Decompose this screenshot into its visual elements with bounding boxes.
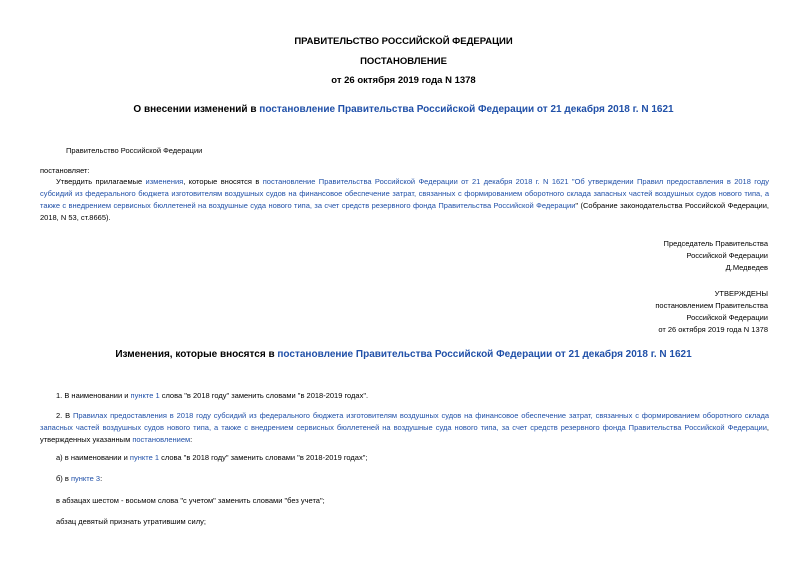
- item-2-text-2: , утвержденных указанным: [40, 423, 769, 444]
- item-2-text: 2. В: [56, 411, 73, 420]
- signature-line-1: Председатель Правительства: [663, 239, 768, 248]
- document-title: [0, 104, 807, 115]
- item-a-text-2: слова "в 2018 году" заменить словами "в 2018-2019 годах";: [159, 453, 368, 462]
- item-a-link[interactable]: пункте 1: [129, 453, 160, 462]
- document-type: ПОСТАНОВЛЕНИЕ: [360, 56, 447, 67]
- document-title-prefix: О внесении изменений в: [133, 104, 260, 115]
- paragraph-approve-text: Утвердить прилагаемые: [56, 177, 146, 186]
- item-2: [40, 410, 769, 446]
- item-b-2: абзац девятый признать утратившим силу;: [56, 517, 206, 526]
- item-1: [56, 390, 368, 402]
- signature-line-2: Российской Федерации: [686, 251, 768, 260]
- approved-line-2: постановлением Правительства: [655, 301, 768, 310]
- changes-link[interactable]: изменения: [145, 177, 184, 186]
- item-a-text: а) в наименовании и: [56, 453, 130, 462]
- decides-text: постановляет:: [40, 166, 90, 175]
- item-b-text: б) в: [56, 474, 71, 483]
- approved-line-3: Российской Федерации: [686, 313, 768, 322]
- approved-line-1: УТВЕРЖДЕНЫ: [714, 289, 768, 298]
- approved-block: [655, 288, 768, 336]
- item-b-link[interactable]: пункте 3: [70, 474, 101, 483]
- item-1-text-2: слова "в 2018 году" заменить словами "в 2018-2019 годах".: [159, 391, 369, 400]
- resolution-1621-link[interactable]: постановление Правительства Российской Федерации от 21 декабря 2018 г. N 1621 "Об утверждении Правил предоставления в 2018 году субсидий из федерального бюджета изготовителям воздушных судов на финансовое обеспечение затрат, связанных с формированием оборотного склада запасных частей воздушных судов нового типа, а также с внедрением сервисных бюллетеней на воздушные суда нового типа, за счет средств резервного фонда Правительства Российской Федерации: [40, 177, 769, 210]
- item-1-link[interactable]: пункте 1: [130, 391, 160, 400]
- changes-title-prefix: Изменения, которые вносятся в: [115, 349, 278, 360]
- changes-title-link[interactable]: постановление Правительства Российской Федерации от 21 декабря 2018 г. N 1621: [277, 349, 692, 360]
- paragraph-approve-text-3: " (Собрание законодательства Российской Федерации, 2018, N 53, ст.8665).: [40, 201, 769, 222]
- paragraph-approve: [40, 176, 769, 224]
- document-date-number: от 26 октября 2019 года N 1378: [331, 75, 476, 86]
- signature-block: [664, 238, 768, 274]
- item-a: [56, 452, 367, 464]
- government-heading: ПРАВИТЕЛЬСТВО РОССИЙСКОЙ ФЕДЕРАЦИИ: [294, 36, 513, 47]
- item-b-text-2: :: [100, 474, 103, 483]
- document-title-link[interactable]: постановление Правительства Российской Федерации от 21 декабря 2018 г. N 1621: [259, 104, 674, 115]
- paragraph-approve-text-2: , которые вносятся в: [183, 177, 263, 186]
- approved-line-4: от 26 октября 2019 года N 1378: [658, 325, 768, 334]
- item-b: [56, 473, 102, 485]
- item-2-text-3: :: [190, 435, 193, 444]
- resolution-link[interactable]: постановлением: [132, 435, 191, 444]
- issuer-text: Правительство Российской Федерации: [66, 146, 203, 155]
- item-1-text: 1. В наименовании и: [56, 391, 131, 400]
- rules-link[interactable]: Правилах предоставления в 2018 году субсидий из федерального бюджета изготовителям воздушных судов на финансовое обеспечение затрат, связанных с формированием оборотного склада запасных частей воздушных судов нового типа, а также с внедрением сервисных бюллетеней на воздушные суда нового типа, за счет средств резервного фонда Правительства Российской Федерации: [40, 411, 769, 432]
- changes-title: [0, 349, 807, 360]
- item-b-1: в абзацах шестом - восьмом слова "с учетом" заменить словами "без учета";: [56, 496, 325, 505]
- signature-line-3: Д.Медведев: [725, 263, 768, 272]
